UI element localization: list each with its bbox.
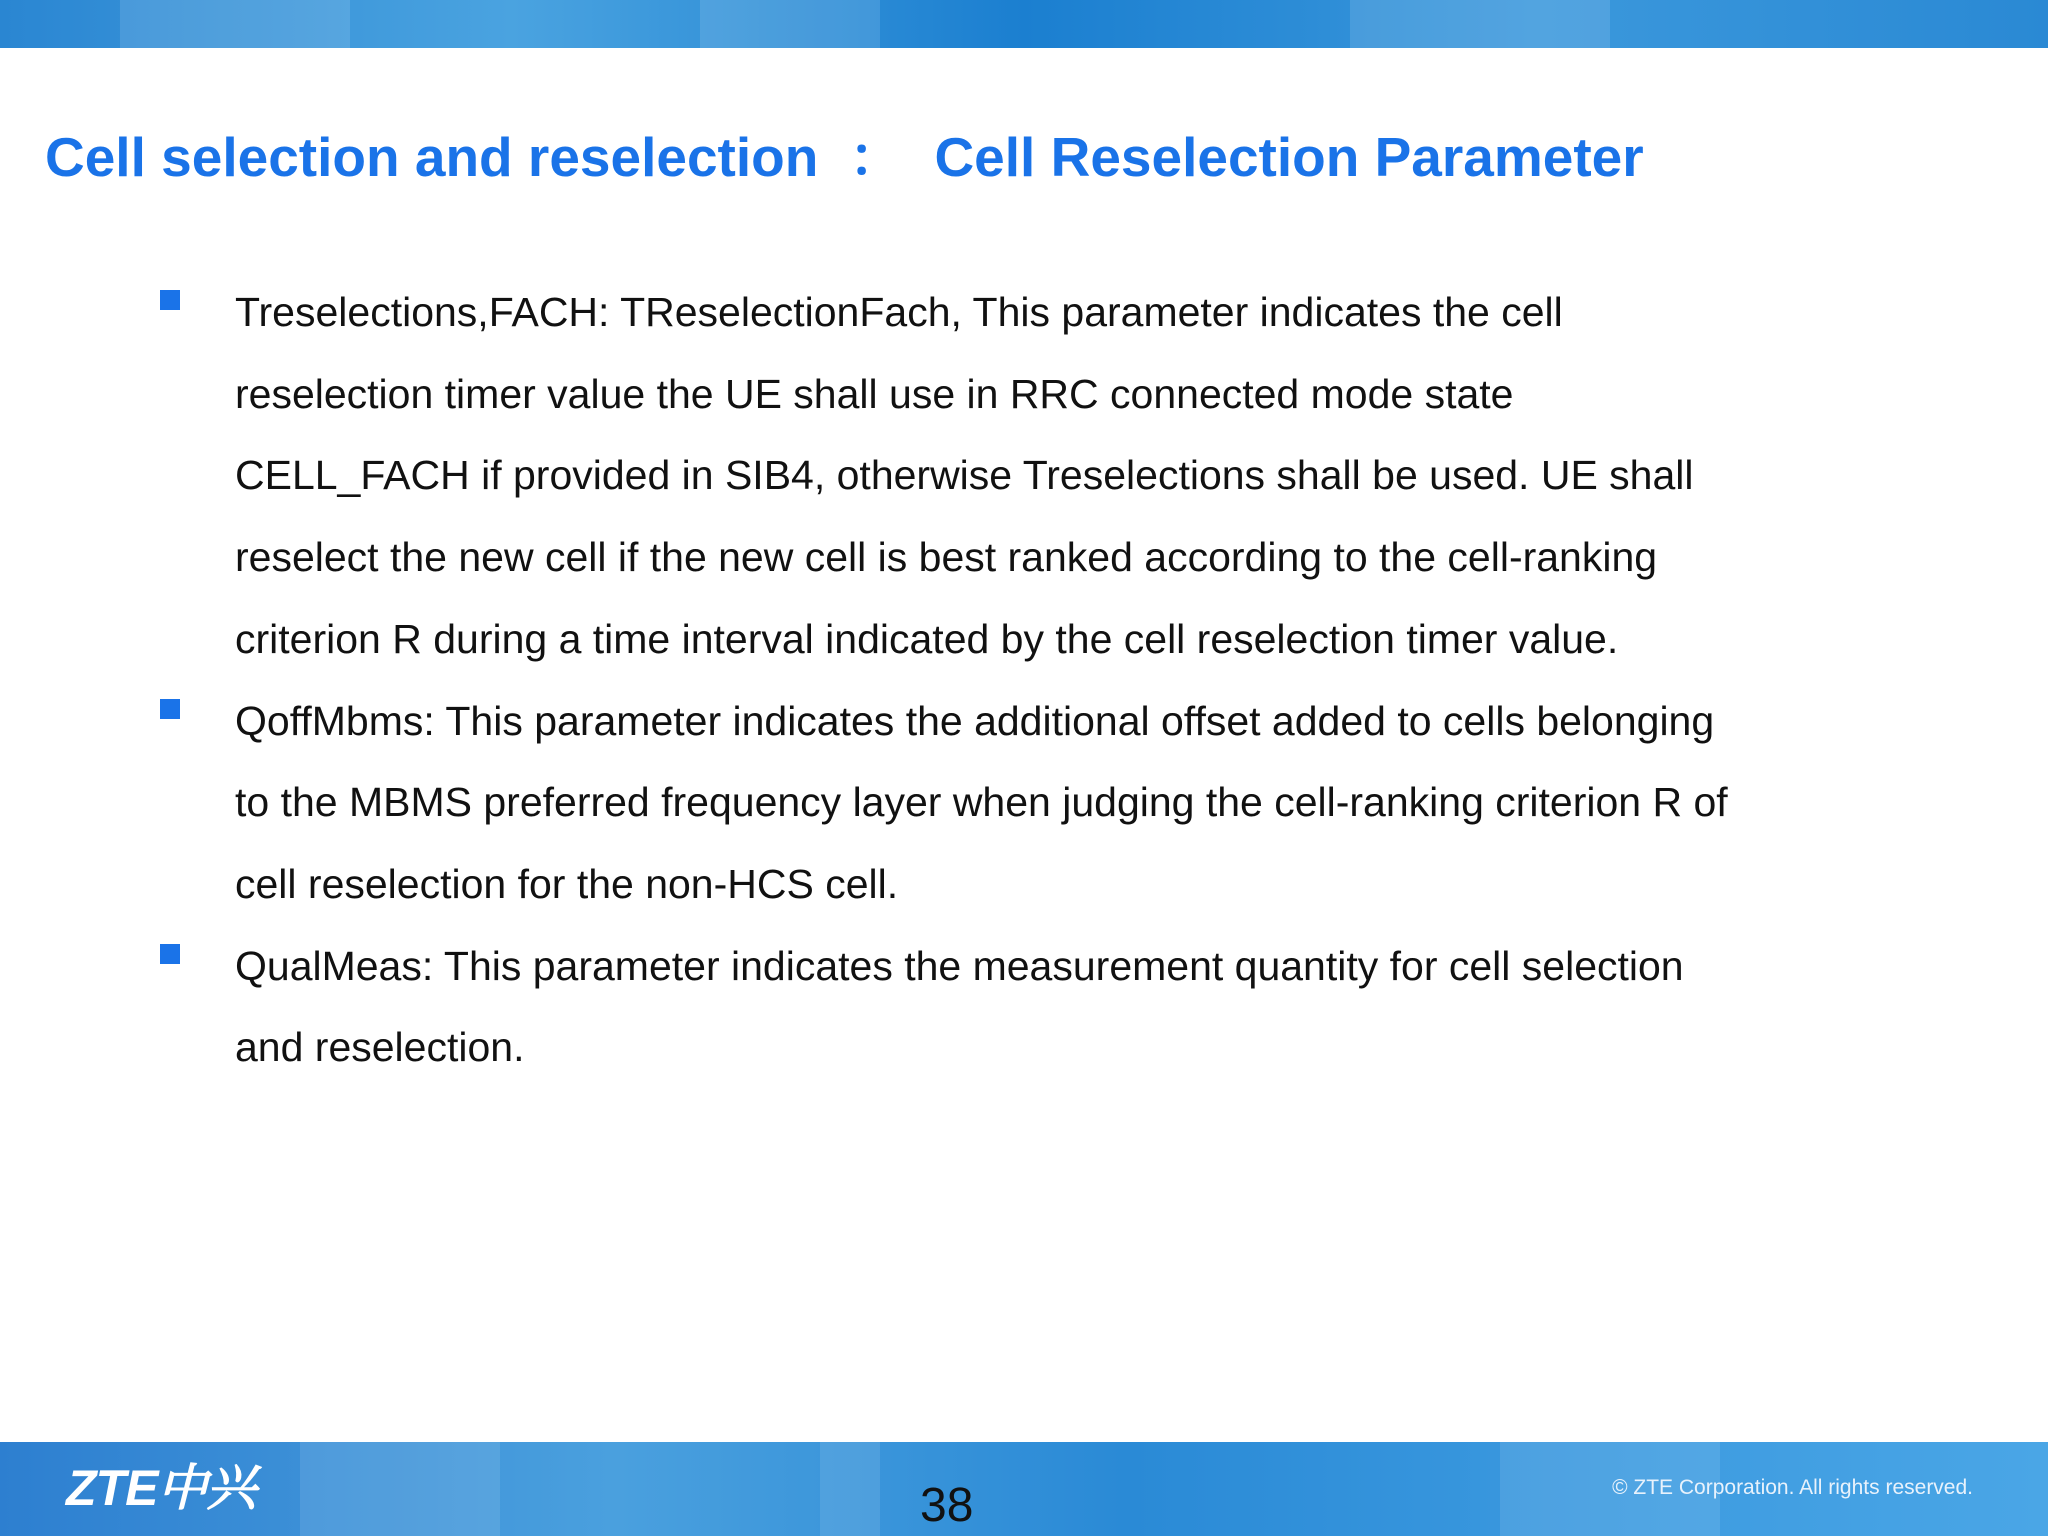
bullet-line: QoffMbms: This parameter indicates the additional offset added to cells belonging [235, 697, 1715, 744]
bullet-line: to the MBMS preferred frequency layer when judging the cell-ranking criterion R of [235, 779, 1728, 826]
band-highlight [1350, 0, 1610, 48]
bullet-list [160, 272, 1900, 1089]
zte-logo: ZTE中兴 [66, 1460, 256, 1516]
page-number: 38 [920, 1479, 974, 1532]
band-highlight [120, 0, 350, 48]
bullet-line: criterion R during a time interval indicated by the cell reselection timer value. [235, 615, 1619, 662]
band-highlight [300, 1442, 500, 1536]
bullet-line: CELL_FACH if provided in SIB4, otherwise Treselections shall be used. UE shall [235, 452, 1694, 499]
slide-title: Cell selection and reselection ： Cell Reseleсtion Parameter [45, 126, 1644, 188]
band-highlight [700, 0, 880, 48]
square-bullet-icon [160, 944, 180, 964]
band-highlight [820, 1442, 880, 1536]
bullet-item-qualmeas [160, 926, 1900, 1089]
bullet-line: and reselection. [235, 1024, 525, 1071]
bullet-line: cell reselection for the non-HCS cell. [235, 860, 899, 907]
bullet-line: Treselections,FACH: TReselectionFach, This parameter indicates the cell [235, 289, 1563, 335]
top-header-band [0, 0, 2048, 48]
bullet-line: QualMeas: This parameter indicates the measurement quantity for cell selection [235, 942, 1684, 989]
bullet-line: reselect the new cell if the new cell is best ranked according to the cell-ranking [235, 534, 1658, 581]
bullet-item-treselections-fach [160, 272, 1900, 681]
square-bullet-icon [160, 290, 180, 310]
bullet-line: reselection timer value the UE shall use in RRC connected mode state [235, 370, 1514, 417]
square-bullet-icon [160, 699, 180, 719]
copyright-notice: © ZTE Corporation. All rights reserved. [1612, 1476, 1973, 1499]
bullet-item-qoffmbms [160, 681, 1900, 926]
